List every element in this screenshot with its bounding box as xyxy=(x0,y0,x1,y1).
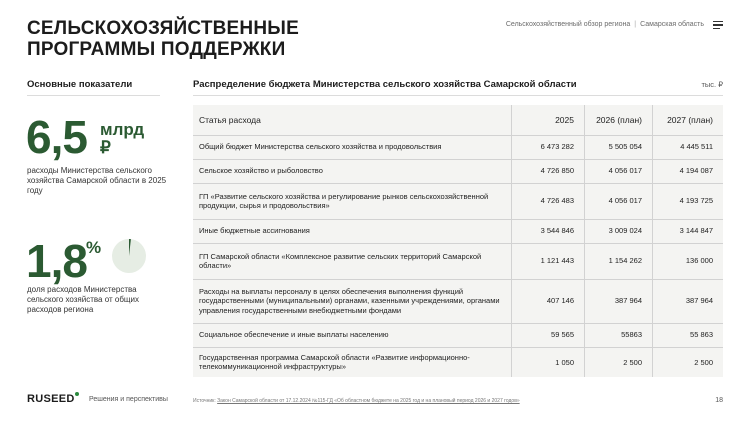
table-heading: Распределение бюджета Министерства сельского хозяйства Самарской области xyxy=(193,79,577,90)
row-label: ГП Самарской области «Комплексное развитие сельских территорий Самарской области» xyxy=(193,243,511,279)
row-label: Иные бюджетные ассигнования xyxy=(193,219,511,243)
menu-icon[interactable] xyxy=(713,21,723,29)
value-2027: 2 500 xyxy=(694,357,713,367)
value-2027: 136 000 xyxy=(652,243,723,279)
value-2025: 1 121 443 xyxy=(511,243,584,279)
row-label: Социальное обеспечение и иные выплаты населению xyxy=(193,323,511,347)
value-2025: 3 544 846 xyxy=(511,219,584,243)
budget-table xyxy=(193,105,723,377)
table-row xyxy=(193,183,723,219)
column-header-item: Статья расхода xyxy=(193,105,511,135)
value-2026: 55863 xyxy=(584,323,652,347)
metric1-value: 6,5 xyxy=(26,111,87,163)
row-label: ГП «Развитие сельского хозяйства и регулирование рынков сельскохозяйственной продукции, сырья и продовольствия» xyxy=(193,183,511,219)
breadcrumb-section[interactable]: Сельскохозяйственный обзор региона xyxy=(505,21,631,28)
value-2026: 4 056 017 xyxy=(584,159,652,183)
source-note xyxy=(193,398,520,404)
table-row xyxy=(193,279,723,323)
source-link[interactable]: Закон Самарской области от 17.12.2024 №115-ГД «Об областном бюджете на 2025 год и на плановый период 2026 и 2027 годов» xyxy=(217,398,520,404)
table-row xyxy=(193,159,723,183)
table-row xyxy=(193,323,723,347)
source-label: Источник: xyxy=(193,398,216,404)
value-2027: 3 144 847 xyxy=(652,219,723,243)
row-label: Сельское хозяйство и рыболовство xyxy=(193,159,511,183)
metric2-unit: % xyxy=(86,238,102,257)
right-divider xyxy=(193,95,723,96)
table-row xyxy=(193,135,723,159)
value-2026: 4 056 017 xyxy=(584,183,652,219)
column-header-2025: 2025 xyxy=(511,105,584,135)
value-2027: 4 193 725 xyxy=(652,183,723,219)
value-2027: 55 863 xyxy=(652,323,723,347)
table-unit: тыс. ₽ xyxy=(701,80,723,89)
table-row xyxy=(193,347,723,377)
value-2027: 387 964 xyxy=(652,279,723,323)
breadcrumb-separator: | xyxy=(634,21,637,28)
logo-dot-icon xyxy=(75,392,79,396)
tagline: Решения и перспективы xyxy=(89,396,168,403)
value-2026: 1 154 262 xyxy=(584,243,652,279)
value-2025: 6 473 282 xyxy=(511,135,584,159)
value-2026: 3 009 024 xyxy=(584,219,652,243)
metric2-caption: доля расходов Министерства сельского хозяйства от общих расходов региона xyxy=(27,285,139,314)
value-2026: 5 505 054 xyxy=(584,135,652,159)
breadcrumb xyxy=(506,21,704,28)
row-label: Общий бюджет Министерства сельского хозяйства и продовольствия xyxy=(193,135,511,159)
column-header-2027: 2027 (план) xyxy=(652,105,723,135)
metric1-currency: ₽ xyxy=(100,138,111,157)
row-label: Расходы на выплаты персоналу в целях обеспечения выполнения функций государственными (муниципальными) органами, казенными учреждениями, органами управления государственными внебюджетными фондами xyxy=(193,279,511,323)
column-header-2026: 2026 (план) xyxy=(584,105,652,135)
value-2025: 4 726 850 xyxy=(511,159,584,183)
value-2025: 1 050 xyxy=(555,357,574,367)
row-label: Государственная программа Самарской области «Развитие информационно-телекоммуникационной инфраструктуры» xyxy=(199,352,470,372)
left-section-heading: Основные показатели xyxy=(27,79,133,90)
table-row xyxy=(193,219,723,243)
value-2025: 4 726 483 xyxy=(511,183,584,219)
share-pie-chart xyxy=(112,239,146,273)
ruseed-logo[interactable]: RUSEED xyxy=(27,393,75,405)
table-row xyxy=(193,243,723,279)
value-2026: 2 500 xyxy=(623,357,642,367)
value-2027: 4 445 511 xyxy=(652,135,723,159)
value-2027: 4 194 087 xyxy=(652,159,723,183)
page-title-line1: СЕЛЬСКОХОЗЯЙСТВЕННЫЕ xyxy=(27,18,299,39)
metric1-unit: млрд xyxy=(100,120,145,139)
breadcrumb-region[interactable]: Самарская область xyxy=(640,21,704,28)
page-title xyxy=(27,18,299,60)
metric2-value: 1,8 xyxy=(26,235,87,287)
page-number: 18 xyxy=(715,397,723,404)
left-divider xyxy=(27,95,160,96)
metric1-caption: расходы Министерства сельского хозяйства Самарской области в 2025 году xyxy=(27,166,167,195)
page-title-line2: ПРОГРАММЫ ПОДДЕРЖКИ xyxy=(27,39,286,60)
table-header-row xyxy=(193,105,723,135)
value-2025: 59 565 xyxy=(511,323,584,347)
value-2025: 407 146 xyxy=(511,279,584,323)
value-2026: 387 964 xyxy=(584,279,652,323)
